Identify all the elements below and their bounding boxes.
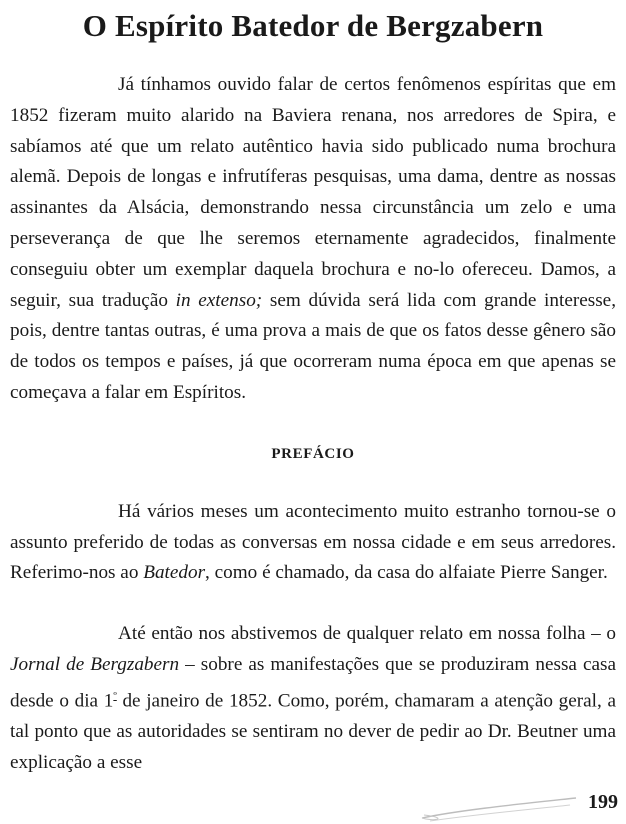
preface-2-italic: Jornal de Bergzabern: [10, 653, 180, 675]
footer-ornament-icon: [420, 788, 580, 824]
section-heading: PREFÁCIO: [271, 445, 355, 462]
chapter-title: O Espírito Batedor de Bergzabern: [82, 8, 544, 43]
preface-1-end: , como é chamado, da casa do alfaiate Pierre Sanger.: [205, 562, 608, 584]
intro-text: Já tínhamos ouvido falar de certos fenômenos espíritas que em 1852 fizeram muito alarido na Baviera renana, nos arredores de Spira, e sabíamos até que um relato autêntico havia sido publicado numa brochura alemã. Depois de longas e infrutíferas pesquisas, uma dama, dentre as nossas assinantes da Alsácia, demonstrando nessa circunstância um zelo e uma perseverança de que lhe seremos eternamente agradecidos, finalmente conseguiu obter um exemplar daquela brochura e no-lo ofereceu. Damos, a seguir, sua tradução: [10, 74, 616, 311]
intro-italic: in extenso;: [175, 289, 263, 311]
page-number: 199: [588, 791, 618, 813]
intro-text-end: sem dúvida será lida com grande interesse, pois, dentre tantas outras, é uma prova a mais de que os fatos desse gênero são de todos os tempos e países, já que ocorreram numa época em que apenas se começava a falar em Espíritos.: [10, 289, 616, 403]
preface-2-end: de janeiro de 1852. Como, porém, chamaram a atenção geral, a tal ponto que as autoridades se sentiram no dever de pedir ao Dr. Beutner uma explicação a esse: [10, 690, 616, 773]
preface-1-start: Há vários meses um acontecimento muito estranho tornou-se o assunto preferido de todas as conversas em nossa cidade e em seus arredores. Referimo-nos ao: [10, 500, 616, 584]
intro-paragraph: [10, 70, 616, 409]
preface-2-start: Até então nos abstivemos de qualquer relato em nossa folha – o: [118, 623, 616, 645]
preface-1-italic: Batedor: [143, 562, 206, 584]
preface-paragraph-1: [10, 497, 616, 589]
preface-2-mid: – sobre as manifestações que se produziram nessa casa desde o dia 1: [10, 653, 616, 712]
preface-paragraph-2: [10, 619, 616, 778]
body-text: [10, 70, 616, 779]
ordinal-indicator: º: [113, 689, 117, 702]
